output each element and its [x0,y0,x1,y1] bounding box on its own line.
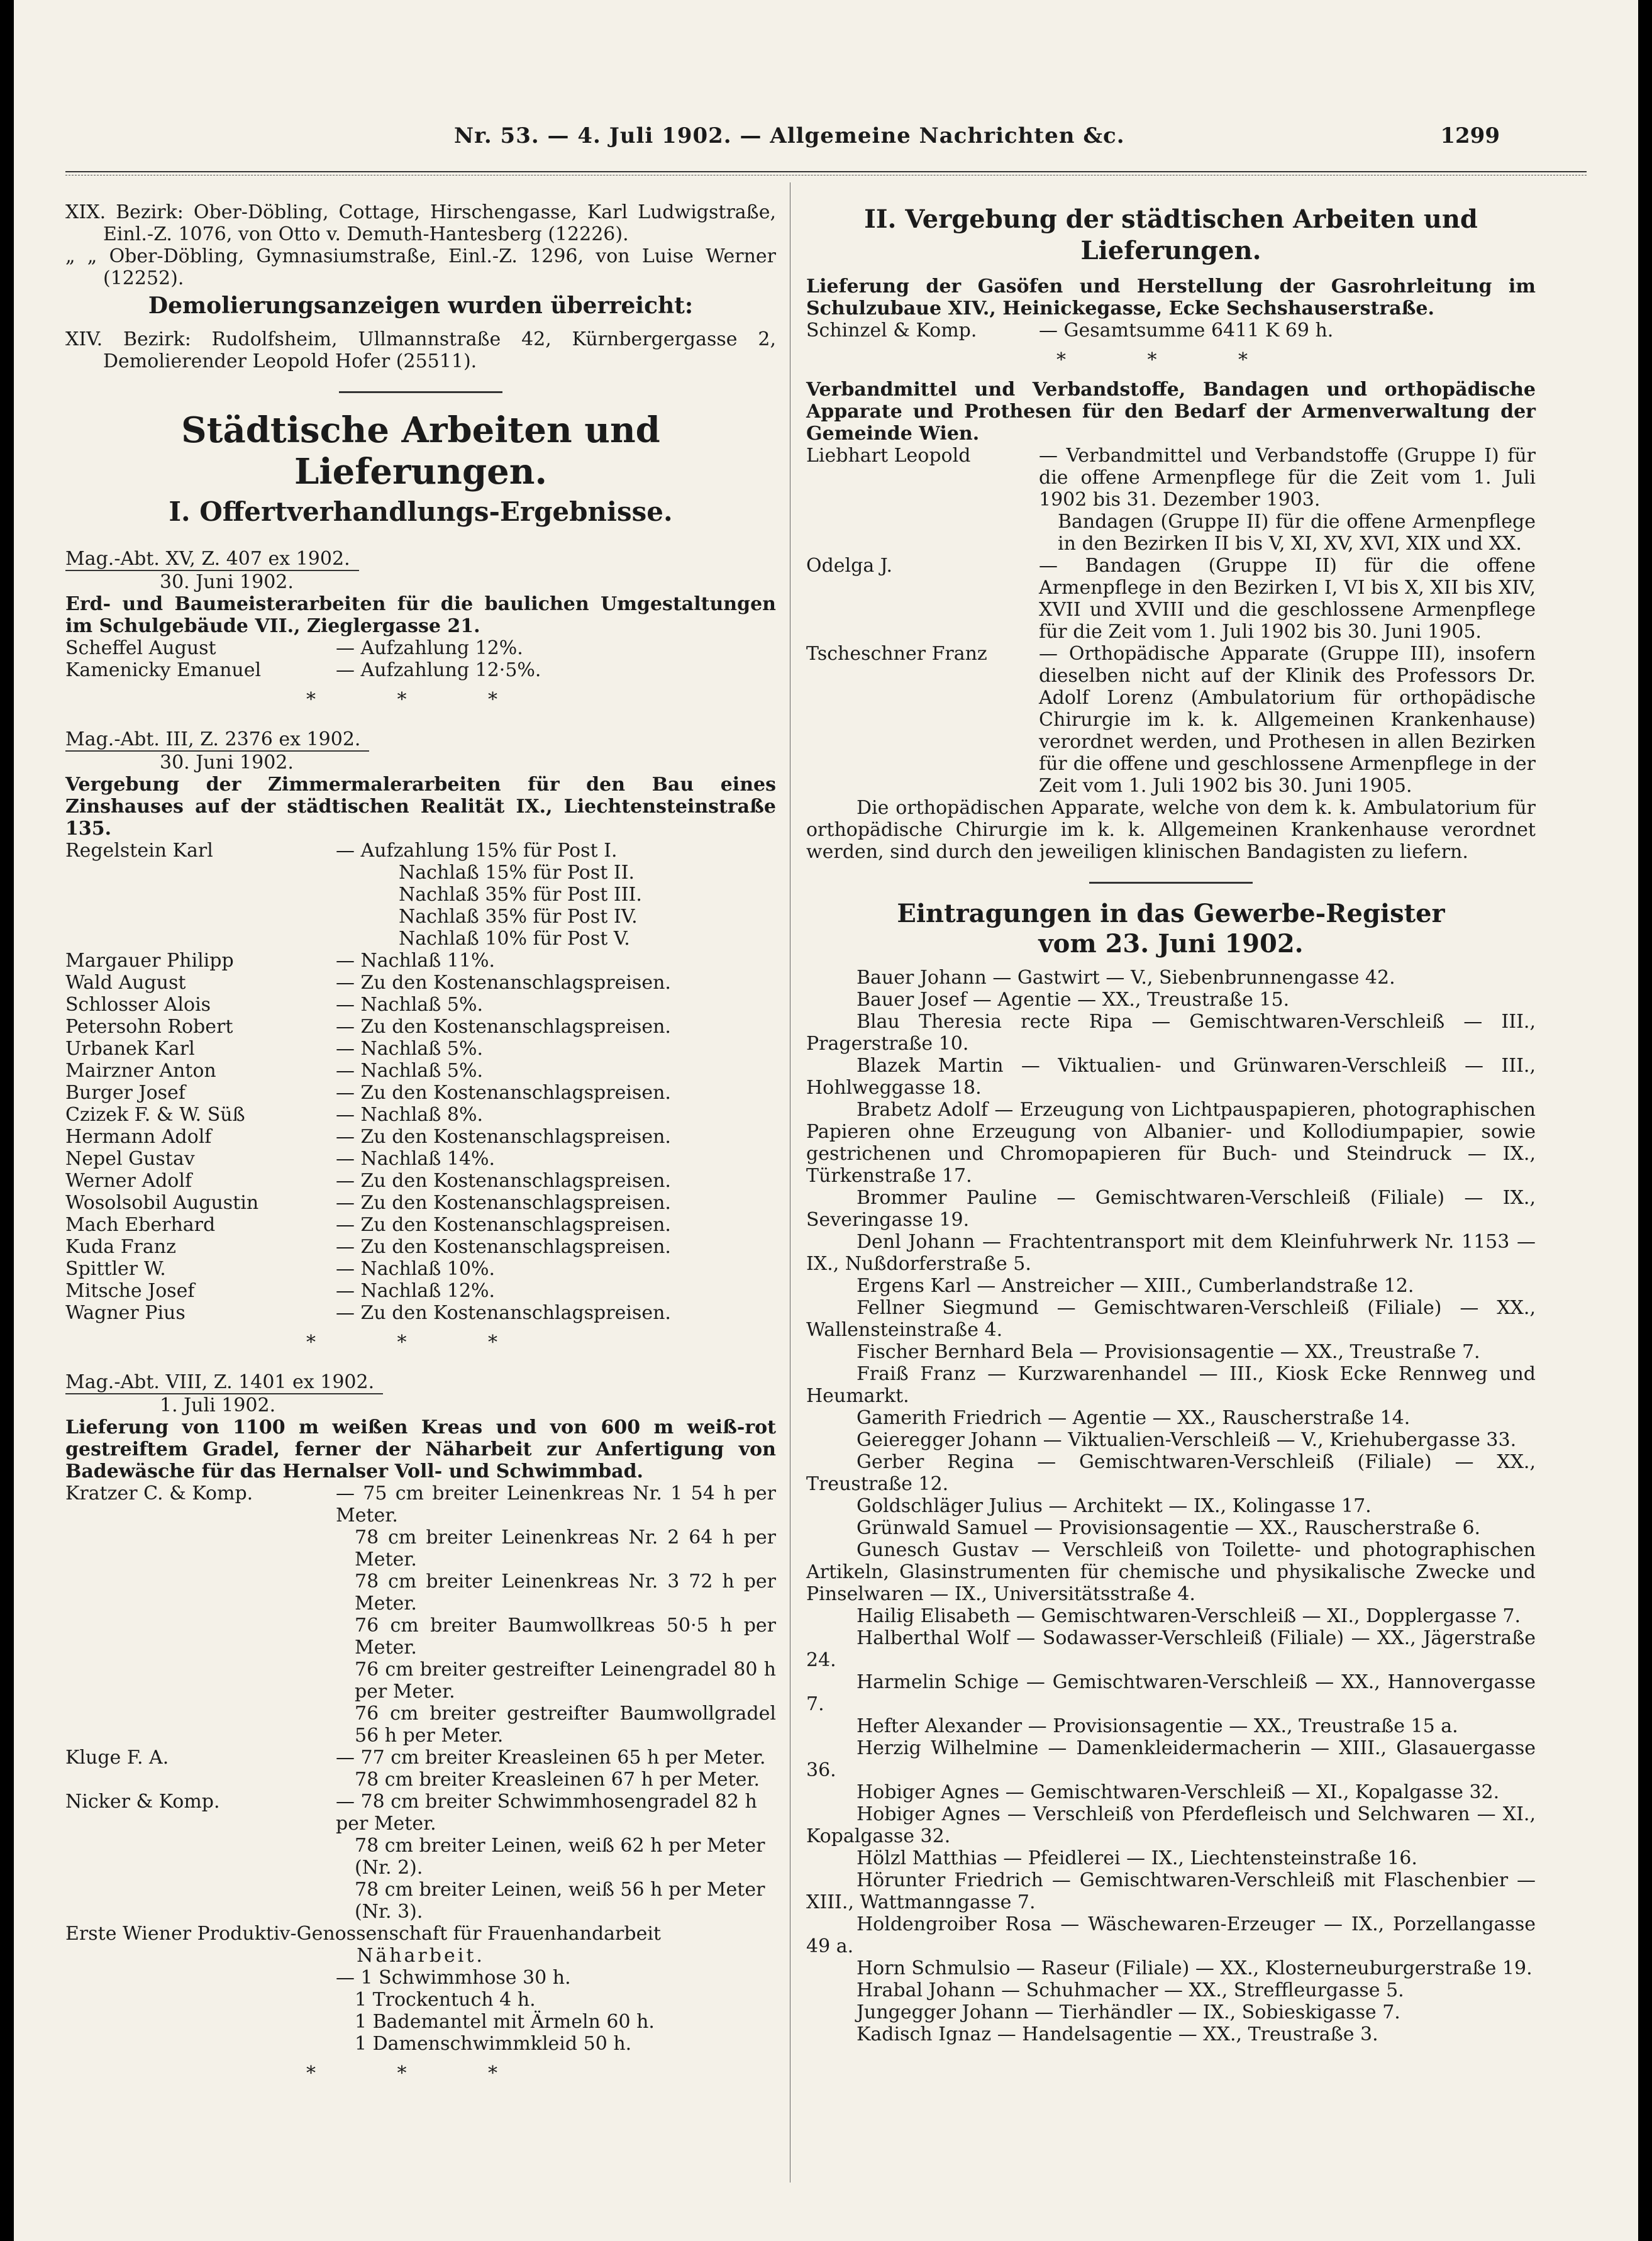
register-entry: Goldschläger Julius — Architekt — IX., Kolingasse 17. [856,1495,1372,1517]
reference-number: Mag.-Abt. XV, Z. 407 ex 1902. [65,548,359,571]
bid-row [65,1126,776,1148]
bid-continuation: 1 Trockentuch 4 h. [355,1989,536,2011]
bid-value: — 77 cm breiter Kreasleinen 65 h per Meter. [336,1747,766,1769]
bid-continuation: Nachlaß 15% für Post II. [399,862,635,884]
left-column [65,201,776,2092]
bidder-name: Margauer Philipp [65,950,234,972]
register-entry: Halberthal Wolf — Sodawasser-Verschleiß (Filiale) — XX., Jägerstraße 24. [806,1627,1536,1671]
register-entry: Fischer Bernhard Bela — Provisionsagentie — XX., Treustraße 7. [856,1341,1480,1363]
bid-value: — Aufzahlung 15% für Post I. [336,840,618,862]
bid-continuation: Nachlaß 35% für Post III. [399,884,642,906]
reference-number: Mag.-Abt. VIII, Z. 1401 ex 1902. [65,1371,383,1394]
bid-value: — Zu den Kostenanschlagspreisen. [336,1192,671,1214]
bidder-name: Erste Wiener Produktiv-Genossenschaft für Frauenhandarbeit [65,1923,661,1945]
bidder-name: Scheffel August [65,637,216,659]
bid-continuation: 78 cm breiter Kreasleinen 67 h per Meter. [355,1769,760,1791]
bidder-name: Kamenicky Emanuel [65,659,262,681]
bid-continuation: Nachlaß 10% für Post V. [399,928,630,950]
bid-row [65,972,776,994]
bid-category: Näharbeit. [357,1945,485,1967]
register-entry: Hobiger Agnes — Verschleiß von Pferdefleisch und Selchwaren — XI., Kopalgasse 32. [806,1803,1536,1847]
bid-value: — Zu den Kostenanschlagspreisen. [336,972,671,994]
bid-value: — Nachlaß 5%. [336,994,483,1016]
bid-value: — Zu den Kostenanschlagspreisen. [336,1082,671,1104]
bezirk-entry: „ „ Ober-Döbling, Gymnasiumstraße, Einl.-Z. 1296, von Luise Werner (12252). [65,245,776,289]
bidder-name: Odelga J. [806,555,893,577]
award-block [65,538,776,681]
award-title: Verbandmittel und Verbandstoffe, Bandagen und orthopädische Apparate und Prothesen für den Bedarf der Armenverwaltung der Gemeinde Wien. [806,379,1536,445]
bid-value: — Bandagen (Gruppe II) für die offene Armenpflege in den Bezirken I, VI bis X, XII bis XIV, XVII und XVIII und die geschlossene Armenpflege für die Zeit vom 1. Juli 1902 bis 30. Juni 1905. [1039,555,1536,643]
bidder-name: Mitsche Josef [65,1280,195,1302]
bidder-name: Czizek F. & W. Süß [65,1104,245,1126]
bid-row [65,1791,776,1835]
bidder-name: Mairzner Anton [65,1060,216,1082]
bid-row [65,1236,776,1258]
award-date: 30. Juni 1902. [160,752,294,774]
bid-row [65,1170,776,1192]
bidder-name: Spittler W. [65,1258,166,1280]
bid-continuation: 78 cm breiter Leinen, weiß 56 h per Meter (Nr. 3). [355,1879,765,1923]
bidder-name: Werner Adolf [65,1170,192,1192]
award-block [65,1361,776,2055]
bid-row [65,840,776,862]
register-entry: Denl Johann — Frachtentransport mit dem Kleinfuhrwerk Nr. 1153 — IX., Nußdorferstraße 5. [806,1231,1536,1275]
award-block [65,718,776,1324]
bid-value: — Verbandmittel und Verbandstoffe (Gruppe I) für die offene Armenpflege für die Zeit vom 1. Juli 1902 bis 31. Dezember 1903. [1039,445,1536,511]
bid-row [65,1104,776,1126]
register-entry: Hailig Elisabeth — Gemischtwaren-Verschleiß — XI., Dopplergasse 7. [856,1605,1521,1627]
register-entry: Gamerith Friedrich — Agentie — XX., Rauscherstraße 14. [856,1407,1411,1429]
bid-value: — Zu den Kostenanschlagspreisen. [336,1126,671,1148]
register-entry: Gunesch Gustav — Verschleiß von Toilette- und photographischen Artikeln, Glasinstrumenten für chemische und physikalische Zwecke und Pinselwaren — IX., Universitätsstraße 4. [806,1539,1536,1605]
award-title: Vergebung der Zimmermalerarbeiten für den Bau eines Zinshauses auf der städtischen Realität IX., Liechtensteinstraße 135. [65,774,776,840]
document-page [14,0,1638,2241]
bid-continuation: Bandagen (Gruppe II) für die offene Armenpflege in den Bezirken II bis V, XI, XV, XVI, XIX und XX. [1058,511,1536,555]
bidder-name: Hermann Adolf [65,1126,212,1148]
register-list [806,967,1536,2045]
register-entry: Horn Schmulsio — Raseur (Filiale) — XX., Klosterneuburgerstraße 19. [856,1957,1533,1979]
page-number: 1299 [1440,123,1500,148]
bid-value: — Nachlaß 14%. [336,1148,496,1170]
bid-value: — Zu den Kostenanschlagspreisen. [336,1214,671,1236]
right-column [806,201,1536,2045]
register-entry: Hrabal Johann — Schuhmacher — XX., Streffleurgasse 5. [856,1979,1404,2001]
bidder-name: Wald August [65,972,186,994]
bid-row [65,1082,776,1104]
bid-continuation: 1 Bademantel mit Ärmeln 60 h. [355,2011,655,2033]
bid-row [65,1482,776,1526]
bidder-name: Regelstein Karl [65,840,213,862]
bidder-name: Urbanek Karl [65,1038,195,1060]
bidder-name: Petersohn Robert [65,1016,233,1038]
bid-row [65,1192,776,1214]
bid-value: — Nachlaß 12%. [336,1280,496,1302]
register-entry: Fellner Siegmund — Gemischtwaren-Verschleiß (Filiale) — XX., Wallensteinstraße 4. [806,1297,1536,1341]
bid-row [65,1258,776,1280]
award-title: Erd- und Baumeisterarbeiten für die baulichen Umgestaltungen im Schulgebäude VII., Zieglergasse 21. [65,593,776,637]
bid-continuation: 76 cm breiter Baumwollkreas 50·5 h per Meter. [355,1615,776,1659]
reference-number: Mag.-Abt. III, Z. 2376 ex 1902. [65,728,369,752]
bidder-name: Nepel Gustav [65,1148,195,1170]
register-entry: Brabetz Adolf — Erzeugung von Lichtpauspapieren, photographischen Papieren ohne Erzeugung von Albanier- und Kollodiumpapier, sowie gestrichenen und Chromopapieren für Buch- und Steindruck — IX., Türkenstraße 17. [806,1099,1536,1187]
bid-row [65,637,776,659]
register-date: vom 23. Juni 1902. [1038,929,1304,959]
bid-value: — Nachlaß 11%. [336,950,496,972]
register-entry: Hörunter Friedrich — Gemischtwaren-Verschleiß mit Flaschenbier — XIII., Wattmanngasse 7. [806,1869,1536,1913]
register-entry: Ergens Karl — Anstreicher — XIII., Cumberlandstraße 12. [856,1275,1414,1297]
register-heading: Eintragungen in das Gewerbe-Register [897,899,1445,928]
separator-stars: * * * [1056,349,1286,371]
bidder-name: Schinzel & Komp. [806,320,977,342]
bid-continuation: 76 cm breiter gestreifter Baumwollgradel 56 h per Meter. [355,1703,776,1747]
bid-row [65,1016,776,1038]
bid-row [65,994,776,1016]
bid-value: — Zu den Kostenanschlagspreisen. [336,1016,671,1038]
bid-row [65,1302,776,1324]
bid-row [806,643,1536,797]
header-title: Nr. 53. — 4. Juli 1902. — Allgemeine Nachrichten &c. [454,123,1125,148]
register-entry: Hobiger Agnes — Gemischtwaren-Verschleiß — XI., Kopalgasse 32. [856,1781,1500,1803]
bid-value: — Nachlaß 5%. [336,1060,483,1082]
register-entry: Geieregger Johann — Viktualien-Verschleiß — V., Kriehubergasse 33. [856,1429,1517,1451]
register-entry: Blau Theresia recte Ripa — Gemischtwaren-Verschleiß — III., Pragerstraße 10. [806,1011,1536,1055]
bid-continuation: 76 cm breiter gestreifter Leinengradel 80 h per Meter. [355,1659,776,1703]
main-heading: Städtische Arbeiten und Lieferungen. [181,409,660,492]
bezirk-entry: XIX. Bezirk: Ober-Döbling, Cottage, Hirschengasse, Karl Ludwigstraße, Einl.-Z. 1076, von Otto v. Demuth-Hantesberg (12226). [65,201,776,245]
bid-row [65,1280,776,1302]
bezirk-entry: XIV. Bezirk: Rudolfsheim, Ullmannstraße 42, Kürnbergergasse 2, Demolierender Leopold Hofer (25511). [65,328,776,372]
bid-value: — Nachlaß 5%. [336,1038,483,1060]
bid-row [65,659,776,681]
separator-stars: * * * [306,1332,536,1354]
bid-value: — Gesamtsumme 6411 K 69 h. [1039,320,1334,342]
bid-continuation: 78 cm breiter Leinenkreas Nr. 2 64 h per Meter. [355,1526,776,1571]
register-entry: Kadisch Ignaz — Handelsagentie — XX., Treustraße 3. [856,2023,1378,2045]
bidder-name: Kratzer C. & Komp. [65,1482,253,1504]
bidder-name: Kuda Franz [65,1236,176,1258]
bidder-name: Nicker & Komp. [65,1791,220,1813]
register-entry: Jungegger Johann — Tierhändler — IX., Sobieskigasse 7. [856,2001,1400,2023]
bidder-name: Liebhart Leopold [806,445,971,467]
bid-row [806,555,1536,643]
register-entry: Brommer Pauline — Gemischtwaren-Verschleiß (Filiale) — IX., Severingasse 19. [806,1187,1536,1231]
register-entry: Hefter Alexander — Provisionsagentie — XX., Treustraße 15 a. [856,1715,1458,1737]
bid-value: — Zu den Kostenanschlagspreisen. [336,1170,671,1192]
bid-value: — 1 Schwimmhose 30 h. [336,1967,571,1989]
bidder-name: Wagner Pius [65,1302,186,1324]
bid-value: — 78 cm breiter Schwimmhosengradel 82 h per Meter. [336,1791,757,1835]
bidder-name: Burger Josef [65,1082,186,1104]
register-entry: Grünwald Samuel — Provisionsagentie — XX., Rauscherstraße 6. [856,1517,1481,1539]
award-title: Lieferung der Gasöfen und Herstellung der Gasrohrleitung im Schulzubaue XIV., Heinickegasse, Ecke Sechshauserstraße. [806,275,1536,320]
separator-stars: * * * [306,689,536,711]
bid-value: — Aufzahlung 12·5%. [336,659,541,681]
bid-value: — Nachlaß 8%. [336,1104,483,1126]
award-date: 1. Juli 1902. [160,1394,276,1416]
bid-continuation: 78 cm breiter Leinen, weiß 62 h per Meter (Nr. 2). [355,1835,765,1879]
bid-continuation: Nachlaß 35% für Post IV. [399,906,638,928]
bid-value: — Zu den Kostenanschlagspreisen. [336,1236,671,1258]
bid-value: — Zu den Kostenanschlagspreisen. [336,1302,671,1324]
demolition-heading: Demolierungsanzeigen wurden überreicht: [148,292,694,319]
register-entry: Holdengroiber Rosa — Wäschewaren-Erzeuger — IX., Porzellangasse 49 a. [806,1913,1536,1957]
bid-row [65,1038,776,1060]
award-title: Lieferung von 1100 m weißen Kreas und von 600 m weiß-rot gestreiftem Gradel, ferner der Näharbeit zur Anfertigung von Badewäsche für das Hernalser Voll- und Schwimmbad. [65,1416,776,1482]
separator-stars: * * * [306,2062,536,2084]
register-entry: Herzig Wilhelmine — Damenkleidermacherin — XIII., Glasauergasse 36. [806,1737,1536,1781]
bid-row [65,1060,776,1082]
bid-row [65,950,776,972]
bid-row [65,1214,776,1236]
register-entry: Bauer Johann — Gastwirt — V., Siebenbrunnengasse 42. [856,967,1395,989]
bidder-name: Wosolsobil Augustin [65,1192,259,1214]
register-entry: Bauer Josef — Agentie — XX., Treustraße 15. [856,989,1290,1011]
section-heading: I. Offertverhandlungs-Ergebnisse. [169,496,673,527]
bid-continuation: 78 cm breiter Leinenkreas Nr. 3 72 h per Meter. [355,1571,776,1615]
bidder-name: Mach Eberhard [65,1214,216,1236]
note-paragraph: Die orthopädischen Apparate, welche von dem k. k. Ambulatorium für orthopädische Chirurgie im k. k. Allgemeinen Krankenhause verordnet werden, sind durch den jeweiligen klinischen Bandagisten zu liefern. [806,797,1536,863]
bidder-name: Tscheschner Franz [806,643,987,665]
register-entry: Fraiß Franz — Kurzwarenhandel — III., Kiosk Ecke Rennweg und Heumarkt. [806,1363,1536,1407]
bid-value: — Aufzahlung 12%. [336,637,523,659]
bid-row [65,1747,776,1769]
bidder-name: Schlosser Alois [65,994,211,1016]
header-rule [65,171,1587,172]
register-entry: Hölzl Matthias — Pfeidlerei — IX., Liechtensteinstraße 16. [856,1847,1417,1869]
bid-value: — Orthopädische Apparate (Gruppe III), insofern dieselben nicht auf der Klinik des Professors Dr. Adolf Lorenz (Ambulatorium für orthopädische Chirurgie im k. k. Allgemeinen Krankenhause) verordnet werden, und Prothesen in allen Bezirken für die offene und geschlossene Armenpflege in der Zeit vom 1. Juli 1902 bis 30. Juni 1905. [1039,643,1536,797]
section-heading: II. Vergebung der städtischen Arbeiten und Lieferungen. [864,204,1478,265]
bid-row [806,445,1536,511]
register-entry: Harmelin Schige — Gemischtwaren-Verschleiß — XX., Hannovergasse 7. [806,1671,1536,1715]
bid-continuation: 1 Damenschwimmkleid 50 h. [355,2033,632,2055]
bid-row [65,1148,776,1170]
section-rule [339,391,502,393]
register-entry: Blazek Martin — Viktualien- und Grünwaren-Verschleiß — III., Hohlweggasse 18. [806,1055,1536,1099]
section-rule [1089,882,1253,884]
register-entry: Gerber Regina — Gemischtwaren-Verschleiß (Filiale) — XX., Treustraße 12. [806,1451,1536,1495]
bid-row [806,320,1536,342]
bidder-name: Kluge F. A. [65,1747,169,1769]
bid-value: — 75 cm breiter Leinenkreas Nr. 1 54 h per Meter. [336,1482,776,1526]
award-date: 30. Juni 1902. [160,571,294,593]
bid-value: — Nachlaß 10%. [336,1258,496,1280]
page-header [14,123,1638,174]
